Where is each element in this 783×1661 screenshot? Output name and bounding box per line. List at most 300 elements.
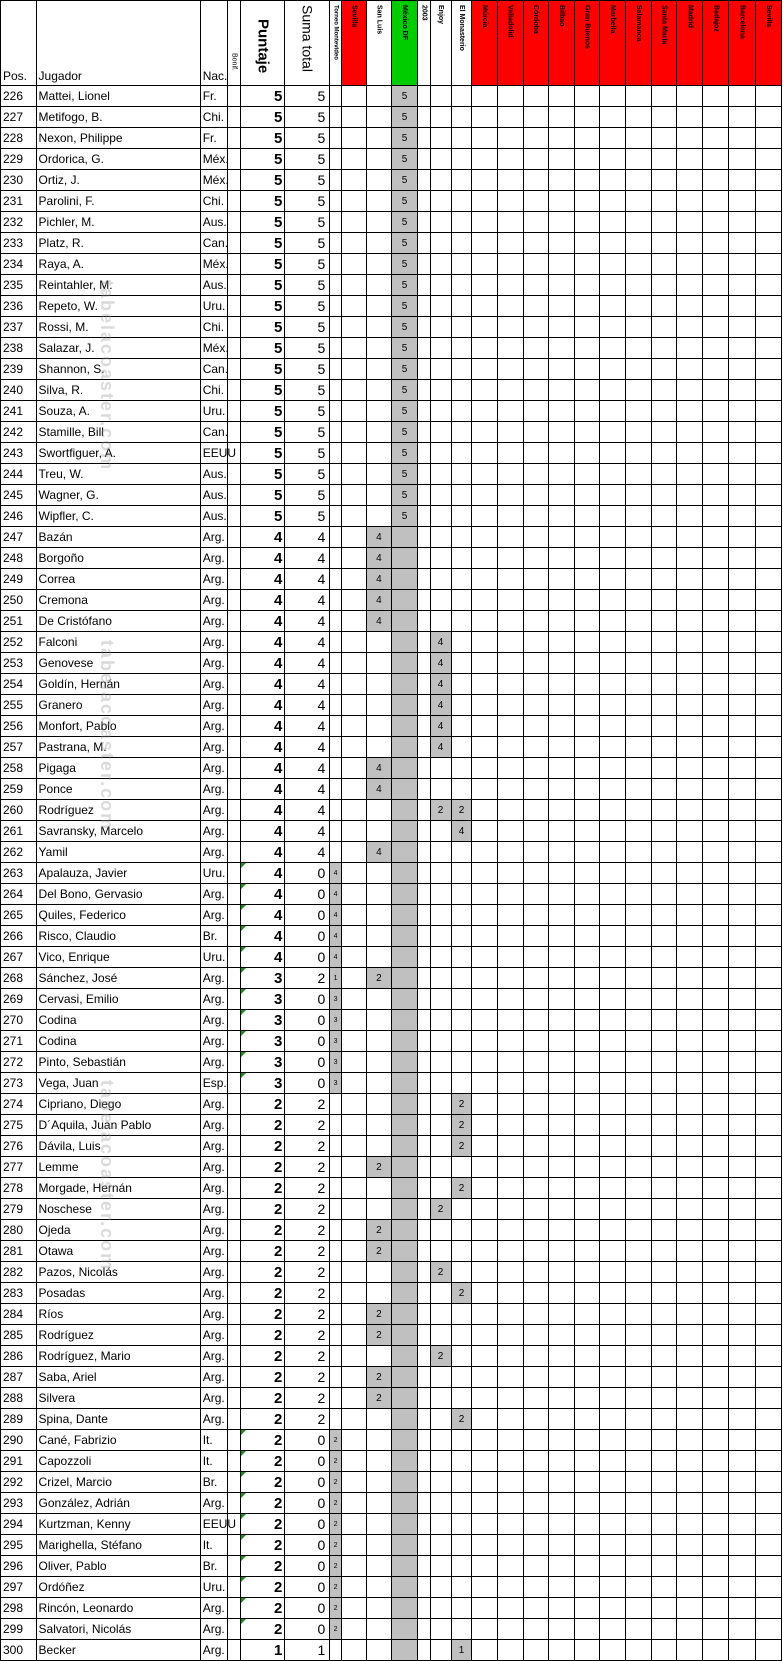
row-pos: 235 <box>1 275 37 296</box>
row-tournament-score <box>391 1010 417 1031</box>
row-tournament-score <box>729 296 755 317</box>
row-nationality: Arg. <box>200 1262 227 1283</box>
row-tournament-score <box>430 758 451 779</box>
row-tournament-score <box>652 107 677 128</box>
row-tournament-score <box>497 422 523 443</box>
row-tournament-score <box>574 548 599 569</box>
row-tournament-score <box>729 800 755 821</box>
row-tournament-score <box>418 1241 431 1262</box>
row-tournament-score <box>548 338 574 359</box>
row-tournament-score <box>418 485 431 506</box>
row-bonif-spacer <box>227 569 241 590</box>
row-tournament-score <box>755 1535 781 1556</box>
row-puntaje: 4 <box>241 863 285 884</box>
row-tournament-score <box>472 338 497 359</box>
row-tournament-score <box>599 758 625 779</box>
row-tournament-score <box>703 1556 729 1577</box>
row-tournament-score <box>626 800 652 821</box>
row-tournament-score <box>703 170 729 191</box>
row-tournament-score <box>497 569 523 590</box>
row-pos: 265 <box>1 905 37 926</box>
row-tournament-score <box>574 212 599 233</box>
row-tournament-score <box>652 737 677 758</box>
table-row <box>1 1619 782 1640</box>
row-bonus <box>330 1115 342 1136</box>
row-tournament-score <box>497 1031 523 1052</box>
row-tournament-score <box>523 443 548 464</box>
row-player-name: Crizel, Marcio <box>36 1472 200 1493</box>
row-tournament-score <box>574 149 599 170</box>
row-pos: 275 <box>1 1115 37 1136</box>
row-player-name: Cipriano, Diego <box>36 1094 200 1115</box>
row-tournament-score <box>430 233 451 254</box>
row-tournament-score <box>418 443 431 464</box>
row-tournament-score <box>574 674 599 695</box>
row-tournament-score <box>430 128 451 149</box>
row-tournament-score <box>451 464 472 485</box>
row-tournament-score <box>548 170 574 191</box>
row-tournament-score <box>599 1451 625 1472</box>
row-tournament-score <box>755 968 781 989</box>
row-tournament-score <box>677 590 703 611</box>
row-tournament-score <box>755 464 781 485</box>
row-tournament-score <box>391 653 417 674</box>
row-suma-total: 5 <box>285 485 330 506</box>
row-tournament-score <box>391 1304 417 1325</box>
row-tournament-score <box>391 695 417 716</box>
row-tournament-score <box>755 947 781 968</box>
row-tournament-score <box>366 1010 391 1031</box>
row-tournament-score <box>497 842 523 863</box>
row-tournament-score <box>599 1157 625 1178</box>
row-tournament-score <box>472 1304 497 1325</box>
row-tournament-score <box>548 1598 574 1619</box>
row-puntaje: 5 <box>241 443 285 464</box>
row-puntaje: 2 <box>241 1535 285 1556</box>
row-tournament-score: 5 <box>391 401 417 422</box>
row-tournament-score <box>626 548 652 569</box>
row-bonus <box>330 401 342 422</box>
row-tournament-score <box>703 1199 729 1220</box>
row-tournament-score <box>418 926 431 947</box>
row-tournament-score <box>430 527 451 548</box>
row-tournament-score <box>599 1178 625 1199</box>
row-tournament-score <box>366 695 391 716</box>
row-tournament-score <box>626 1556 652 1577</box>
row-nationality: Uru. <box>200 401 227 422</box>
row-tournament-score <box>472 968 497 989</box>
row-tournament-score <box>677 1346 703 1367</box>
row-tournament-score <box>391 926 417 947</box>
row-tournament-score: 5 <box>391 464 417 485</box>
row-tournament-score <box>729 1052 755 1073</box>
row-tournament-score <box>599 1514 625 1535</box>
row-tournament-score <box>626 1451 652 1472</box>
row-tournament-score <box>418 884 431 905</box>
row-tournament-score <box>677 170 703 191</box>
row-tournament-score <box>451 1430 472 1451</box>
row-suma-total: 4 <box>285 569 330 590</box>
row-tournament-score <box>755 1094 781 1115</box>
row-puntaje: 2 <box>241 1619 285 1640</box>
row-nationality: Can. <box>200 359 227 380</box>
row-tournament-score <box>366 191 391 212</box>
row-player-name: Souza, A. <box>36 401 200 422</box>
row-tournament-score <box>418 149 431 170</box>
row-tournament-score <box>755 758 781 779</box>
row-suma-total: 4 <box>285 653 330 674</box>
row-tournament-score <box>677 632 703 653</box>
row-player-name: Lemme <box>36 1157 200 1178</box>
row-tournament-score <box>430 422 451 443</box>
row-tournament-score <box>677 1619 703 1640</box>
row-tournament-score <box>391 1577 417 1598</box>
row-bonus: 3 <box>330 989 342 1010</box>
row-puntaje: 4 <box>241 758 285 779</box>
row-tournament-score <box>574 758 599 779</box>
row-tournament-score <box>451 1220 472 1241</box>
row-tournament-score <box>341 926 366 947</box>
row-tournament-score <box>391 1430 417 1451</box>
row-tournament-score <box>729 569 755 590</box>
row-pos: 251 <box>1 611 37 632</box>
row-bonus: 1 <box>330 968 342 989</box>
row-tournament-score <box>341 212 366 233</box>
row-tournament-score <box>703 338 729 359</box>
row-tournament-score <box>451 1556 472 1577</box>
row-tournament-score <box>729 758 755 779</box>
row-tournament-score <box>341 107 366 128</box>
row-tournament-score <box>497 1493 523 1514</box>
row-tournament-score <box>366 737 391 758</box>
row-tournament-score <box>497 254 523 275</box>
row-puntaje: 5 <box>241 191 285 212</box>
row-tournament-score <box>626 1598 652 1619</box>
row-suma-total: 2 <box>285 1115 330 1136</box>
row-pos: 254 <box>1 674 37 695</box>
row-tournament-score <box>729 884 755 905</box>
row-nationality: Arg. <box>200 779 227 800</box>
row-bonus <box>330 149 342 170</box>
row-bonus <box>330 548 342 569</box>
row-tournament-score <box>430 1451 451 1472</box>
row-tournament-score <box>391 1388 417 1409</box>
row-tournament-score <box>497 1472 523 1493</box>
row-tournament-score <box>677 611 703 632</box>
row-tournament-score <box>418 359 431 380</box>
row-tournament-score <box>418 590 431 611</box>
row-tournament-score <box>703 107 729 128</box>
row-bonif-spacer <box>227 1241 241 1262</box>
row-tournament-score <box>472 1115 497 1136</box>
row-bonus <box>330 317 342 338</box>
row-tournament-score <box>497 1136 523 1157</box>
row-tournament-score <box>755 1031 781 1052</box>
row-tournament-score <box>599 170 625 191</box>
row-pos: 250 <box>1 590 37 611</box>
row-tournament-score <box>523 947 548 968</box>
row-tournament-score: 2 <box>451 1136 472 1157</box>
row-tournament-score <box>574 317 599 338</box>
row-tournament-score <box>451 779 472 800</box>
table-row <box>1 1472 782 1493</box>
row-pos: 226 <box>1 86 37 107</box>
row-tournament-score <box>677 1241 703 1262</box>
row-puntaje: 5 <box>241 359 285 380</box>
row-tournament-score <box>523 821 548 842</box>
table-row <box>1 758 782 779</box>
row-player-name: Otawa <box>36 1241 200 1262</box>
row-tournament-score <box>366 1031 391 1052</box>
row-tournament-score <box>574 653 599 674</box>
row-tournament-score <box>626 191 652 212</box>
row-nationality: Arg. <box>200 821 227 842</box>
row-suma-total: 2 <box>285 1367 330 1388</box>
row-bonus: 2 <box>330 1535 342 1556</box>
row-tournament-score <box>599 1241 625 1262</box>
row-bonif-spacer <box>227 1409 241 1430</box>
row-tournament-score <box>341 338 366 359</box>
row-tournament-score <box>703 401 729 422</box>
row-tournament-score <box>703 1052 729 1073</box>
row-tournament-score <box>677 422 703 443</box>
row-tournament-score <box>652 254 677 275</box>
row-tournament-score <box>755 1115 781 1136</box>
row-tournament-score <box>755 674 781 695</box>
row-tournament-score <box>472 86 497 107</box>
row-tournament-score <box>430 1304 451 1325</box>
row-tournament-score <box>472 170 497 191</box>
row-puntaje: 2 <box>241 1493 285 1514</box>
row-tournament-score <box>729 275 755 296</box>
row-tournament-score <box>548 317 574 338</box>
row-suma-total: 2 <box>285 1178 330 1199</box>
row-tournament-score <box>703 800 729 821</box>
row-player-name: Raya, A. <box>36 254 200 275</box>
row-pos: 274 <box>1 1094 37 1115</box>
row-tournament-score <box>652 1451 677 1472</box>
row-bonif-spacer <box>227 1472 241 1493</box>
row-player-name: Savransky, Marcelo <box>36 821 200 842</box>
row-tournament-score: 2 <box>366 1220 391 1241</box>
row-player-name: Treu, W. <box>36 464 200 485</box>
row-tournament-score <box>729 191 755 212</box>
row-tournament-score <box>523 401 548 422</box>
row-player-name: Ponce <box>36 779 200 800</box>
row-suma-total: 0 <box>285 1031 330 1052</box>
row-tournament-score <box>677 527 703 548</box>
row-tournament-score <box>418 842 431 863</box>
table-row <box>1 128 782 149</box>
row-tournament-score <box>391 1325 417 1346</box>
row-tournament-score <box>341 968 366 989</box>
row-tournament-score <box>574 1577 599 1598</box>
row-tournament-score <box>574 464 599 485</box>
row-tournament-score <box>729 926 755 947</box>
row-suma-total: 2 <box>285 1157 330 1178</box>
row-puntaje: 5 <box>241 128 285 149</box>
row-bonif-spacer <box>227 191 241 212</box>
row-tournament-score <box>366 254 391 275</box>
row-tournament-score <box>430 905 451 926</box>
header-nac: Nac. <box>200 1 227 86</box>
header-tournament-8: Córdoba <box>523 1 548 86</box>
row-tournament-score <box>729 1535 755 1556</box>
row-bonif-spacer <box>227 1010 241 1031</box>
row-bonif-spacer <box>227 1283 241 1304</box>
row-tournament-score <box>548 842 574 863</box>
row-suma-total: 4 <box>285 842 330 863</box>
row-suma-total: 1 <box>285 1640 330 1661</box>
row-tournament-score <box>626 1094 652 1115</box>
row-suma-total: 0 <box>285 1451 330 1472</box>
row-tournament-score <box>626 233 652 254</box>
row-nationality: Arg. <box>200 1304 227 1325</box>
row-tournament-score <box>729 1367 755 1388</box>
row-tournament-score <box>652 1367 677 1388</box>
row-bonus <box>330 464 342 485</box>
row-tournament-score <box>341 1346 366 1367</box>
row-tournament-score <box>430 1514 451 1535</box>
row-bonus <box>330 653 342 674</box>
row-tournament-score <box>548 1115 574 1136</box>
row-tournament-score <box>523 779 548 800</box>
row-nationality: Uru. <box>200 863 227 884</box>
row-bonif-spacer <box>227 128 241 149</box>
row-tournament-score <box>430 1493 451 1514</box>
row-suma-total: 0 <box>285 1430 330 1451</box>
row-pos: 295 <box>1 1535 37 1556</box>
row-tournament-score <box>626 485 652 506</box>
row-tournament-score <box>626 590 652 611</box>
row-tournament-score: 2 <box>430 800 451 821</box>
row-tournament-score <box>418 1199 431 1220</box>
row-tournament-score: 5 <box>391 128 417 149</box>
row-tournament-score <box>729 1178 755 1199</box>
row-tournament-score <box>497 338 523 359</box>
row-tournament-score <box>677 233 703 254</box>
row-tournament-score <box>472 590 497 611</box>
row-player-name: Cané, Fabrizio <box>36 1430 200 1451</box>
row-tournament-score <box>548 443 574 464</box>
row-tournament-score <box>548 779 574 800</box>
row-nationality: Arg. <box>200 674 227 695</box>
row-tournament-score <box>451 1388 472 1409</box>
row-puntaje: 2 <box>241 1346 285 1367</box>
row-tournament-score <box>497 233 523 254</box>
row-tournament-score <box>703 1136 729 1157</box>
row-tournament-score <box>703 464 729 485</box>
row-tournament-score <box>677 821 703 842</box>
row-tournament-score <box>574 359 599 380</box>
row-tournament-score <box>523 485 548 506</box>
row-tournament-score <box>497 212 523 233</box>
row-bonus <box>330 569 342 590</box>
table-row <box>1 1031 782 1052</box>
table-row <box>1 1073 782 1094</box>
row-tournament-score <box>677 1262 703 1283</box>
row-tournament-score <box>574 926 599 947</box>
table-row <box>1 422 782 443</box>
row-tournament-score <box>523 968 548 989</box>
row-tournament-score <box>729 1094 755 1115</box>
row-nationality: Chi. <box>200 317 227 338</box>
table-row <box>1 212 782 233</box>
row-tournament-score <box>652 1346 677 1367</box>
row-tournament-score <box>548 800 574 821</box>
row-tournament-score <box>677 779 703 800</box>
row-tournament-score <box>391 716 417 737</box>
row-bonif-spacer <box>227 611 241 632</box>
row-bonif-spacer <box>227 149 241 170</box>
row-tournament-score <box>548 737 574 758</box>
row-bonus <box>330 1178 342 1199</box>
row-tournament-score <box>430 107 451 128</box>
row-tournament-score <box>451 275 472 296</box>
row-tournament-score <box>548 1493 574 1514</box>
row-tournament-score <box>451 1451 472 1472</box>
row-tournament-score <box>341 1514 366 1535</box>
row-puntaje: 4 <box>241 737 285 758</box>
row-puntaje: 5 <box>241 275 285 296</box>
row-tournament-score <box>497 863 523 884</box>
row-suma-total: 4 <box>285 632 330 653</box>
header-tournament-3: 2003 <box>418 1 431 86</box>
row-tournament-score <box>523 1346 548 1367</box>
row-bonus <box>330 359 342 380</box>
row-tournament-score <box>626 1304 652 1325</box>
row-tournament-score <box>574 128 599 149</box>
row-tournament-score: 4 <box>451 821 472 842</box>
row-tournament-score <box>497 485 523 506</box>
row-tournament-score <box>599 422 625 443</box>
table-row <box>1 863 782 884</box>
row-tournament-score <box>451 1010 472 1031</box>
row-tournament-score <box>523 1577 548 1598</box>
row-tournament-score <box>729 1409 755 1430</box>
row-tournament-score <box>755 1157 781 1178</box>
row-tournament-score <box>703 611 729 632</box>
row-tournament-score <box>497 1262 523 1283</box>
row-nationality: Arg. <box>200 569 227 590</box>
row-suma-total: 0 <box>285 1619 330 1640</box>
row-suma-total: 5 <box>285 422 330 443</box>
row-bonus: 3 <box>330 1052 342 1073</box>
row-tournament-score <box>652 1283 677 1304</box>
row-tournament-score <box>652 968 677 989</box>
table-row <box>1 590 782 611</box>
row-tournament-score <box>430 1388 451 1409</box>
row-tournament-score <box>523 695 548 716</box>
row-bonus <box>330 254 342 275</box>
row-tournament-score <box>523 1367 548 1388</box>
row-tournament-score <box>523 989 548 1010</box>
row-pos: 288 <box>1 1388 37 1409</box>
row-tournament-score <box>391 1535 417 1556</box>
row-pos: 260 <box>1 800 37 821</box>
row-tournament-score <box>391 1136 417 1157</box>
row-tournament-score <box>703 821 729 842</box>
row-tournament-score: 5 <box>391 86 417 107</box>
row-tournament-score <box>430 884 451 905</box>
row-tournament-score <box>652 1472 677 1493</box>
row-bonif-spacer <box>227 359 241 380</box>
row-bonus <box>330 212 342 233</box>
row-tournament-score <box>472 863 497 884</box>
row-tournament-score <box>391 1199 417 1220</box>
row-tournament-score <box>451 1157 472 1178</box>
row-bonif-spacer <box>227 1199 241 1220</box>
